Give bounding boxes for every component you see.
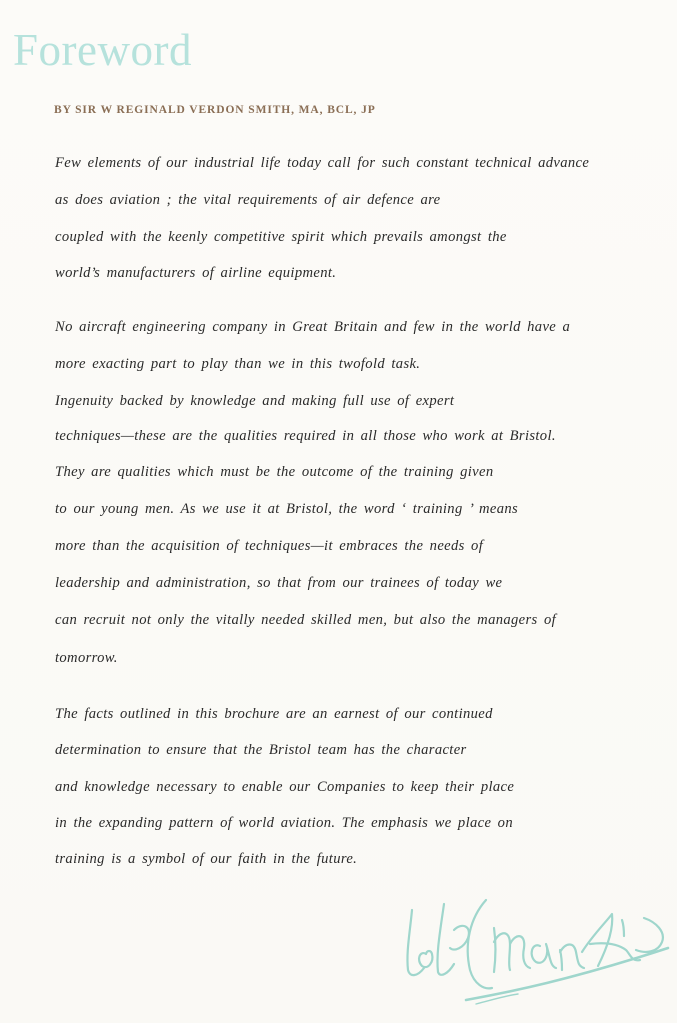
body-line: techniques—these are the qualities required in all those who work at Bristol. xyxy=(55,428,556,444)
body-line: more exacting part to play than we in this twofold task. xyxy=(55,356,421,372)
body-line: in the expanding pattern of world aviation. The emphasis we place on xyxy=(55,815,513,831)
body-line: They are qualities which must be the outcome of the training given xyxy=(55,464,494,480)
body-line: No aircraft engineering company in Great Britain and few in the world have a xyxy=(55,319,571,335)
body-line: tomorrow. xyxy=(55,650,118,666)
page-title: Foreword xyxy=(13,25,192,75)
body-line: Few elements of our industrial life today call for such constant technical advance xyxy=(55,155,590,171)
body-line: coupled with the keenly competitive spirit which prevails amongst the xyxy=(55,229,507,245)
body-line: determination to ensure that the Bristol team has the character xyxy=(55,742,467,758)
body-line: world’s manufacturers of airline equipment. xyxy=(55,265,337,281)
body-line: Ingenuity backed by knowledge and making full use of expert xyxy=(55,393,455,409)
body-line: can recruit not only the vitally needed skilled men, but also the managers of xyxy=(55,612,556,628)
author-byline: BY SIR W REGINALD VERDON SMITH, MA, BCL, JP xyxy=(54,104,376,116)
body-line: more than the acquisition of techniques—it embraces the needs of xyxy=(55,538,484,554)
body-line: training is a symbol of our faith in the future. xyxy=(55,851,358,867)
handwritten-signature xyxy=(400,892,672,1008)
body-line: and knowledge necessary to enable our Companies to keep their place xyxy=(55,779,515,795)
body-line: leadership and administration, so that from our trainees of today we xyxy=(55,575,503,591)
body-line: The facts outlined in this brochure are an earnest of our continued xyxy=(55,706,493,722)
body-line: as does aviation ; the vital requirements of air defence are xyxy=(55,192,441,208)
body-line: to our young men. As we use it at Bristol, the word ‘ training ’ means xyxy=(55,501,519,517)
